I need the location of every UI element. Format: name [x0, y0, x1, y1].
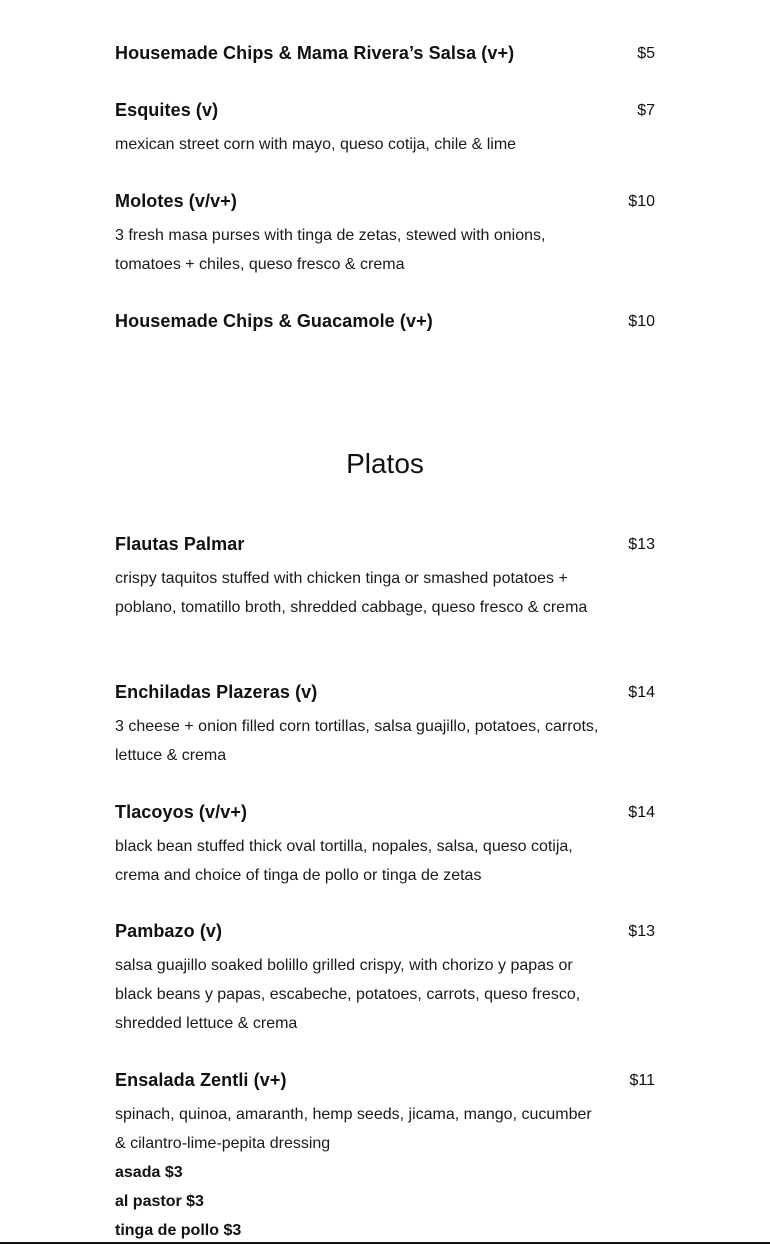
menu-item-description: mexican street corn with mayo, queso cotija, chile & lime [115, 136, 517, 153]
menu-item-price: $13 [628, 923, 655, 940]
menu-item-name: Molotes (v/v+) [115, 191, 237, 211]
menu-item-name: Enchiladas Plazeras (v) [115, 682, 318, 702]
menu-item-description: salsa guajillo soaked bolillo grilled crispy, with chorizo y papas or black beans y papas, escabeche, potatoes, carrots, queso fresco, shredded lettuce & crema [115, 957, 581, 1032]
menu-item-price: $5 [637, 45, 655, 62]
menu-item-price: $14 [628, 804, 655, 821]
addon-al-pastor: al pastor $3 [115, 1193, 204, 1210]
menu-item-name: Housemade Chips & Mama Rivera’s Salsa (v+) [115, 43, 515, 63]
menu-item-flautas [115, 534, 655, 622]
addon-tinga-de-pollo: tinga de pollo $3 [115, 1222, 242, 1239]
menu-item-ensalada [115, 1070, 655, 1245]
menu-item-price: $10 [628, 313, 655, 330]
menu-item-price: $10 [628, 193, 655, 210]
menu-item-molotes [115, 191, 655, 279]
menu-item-esquites [115, 100, 655, 159]
menu-item-name: Pambazo (v) [115, 921, 223, 941]
menu-item-description: spinach, quinoa, amaranth, hemp seeds, jicama, mango, cucumber & cilantro-lime-pepita dressing [115, 1106, 592, 1152]
menu-item-enchiladas [115, 682, 655, 770]
menu-item-price: $7 [637, 102, 655, 119]
menu-item-description: 3 fresh masa purses with tinga de zetas, stewed with onions, tomatoes + chiles, queso fresco & crema [115, 227, 546, 273]
menu-item-description: crispy taquitos stuffed with chicken tinga or smashed potatoes + poblano, tomatillo broth, shredded cabbage, queso fresco & crema [115, 570, 588, 616]
addon-asada: asada $3 [115, 1164, 183, 1181]
menu-item-description: 3 cheese + onion filled corn tortillas, salsa guajillo, potatoes, carrots, lettuce & crema [115, 718, 599, 764]
menu-item-name: Esquites (v) [115, 100, 219, 120]
menu-item-name: Housemade Chips & Guacamole (v+) [115, 311, 433, 331]
menu-item-price: $11 [629, 1072, 655, 1089]
bottom-divider [0, 1242, 770, 1244]
menu-item-name: Flautas Palmar [115, 534, 245, 554]
menu-item-chips-guacamole [115, 311, 655, 337]
menu-item-description: black bean stuffed thick oval tortilla, nopales, salsa, queso cotija, crema and choice of tinga de pollo or tinga de zetas [115, 838, 573, 884]
menu-item-name: Tlacoyos (v/v+) [115, 802, 248, 822]
menu-item-tlacoyos [115, 802, 655, 890]
menu-item-chips-salsa [115, 43, 655, 69]
menu-item-price: $13 [628, 536, 655, 553]
section-title-platos: Platos [346, 448, 424, 479]
menu-item-pambazo [115, 921, 655, 1038]
menu-item-price: $14 [628, 684, 655, 701]
menu-item-name: Ensalada Zentli (v+) [115, 1070, 287, 1090]
